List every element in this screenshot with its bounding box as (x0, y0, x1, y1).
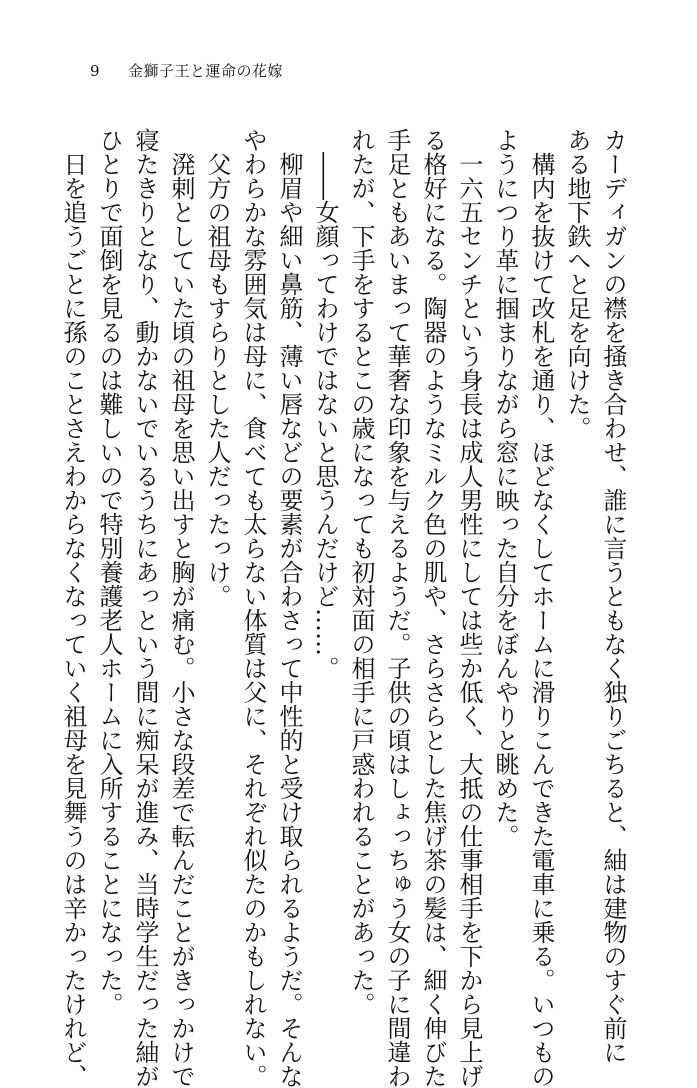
text-line: 柳眉や細い鼻筋、薄い唇などの要素が合わさって中性的と受け取られるようだ。そんな (275, 128, 303, 1088)
text-line: 一六五センチという身長は成人男性にしては些か低く、大抵の仕事相手を下から見上げ (455, 128, 483, 1088)
text-line: 手足ともあいまって華奢な印象を与えるようだ。子供の頃はしょっちゅう女の子に間違わ (383, 128, 411, 1088)
text-line: ――女顔ってわけではないと思うんだけど……。 (311, 128, 339, 680)
text-line: ある地下鉄へと足を向けた。 (563, 128, 591, 440)
text-line: ようにつり革に掴まりながら窓に映った自分をぼんやりと眺めた。 (491, 128, 519, 848)
page-header (90, 60, 283, 81)
text-line: カーディガンの襟を掻き合わせ、誰に言うともなく独りごちると、紬は建物のすぐ前に (599, 128, 627, 1064)
text-line: れたが、下手をするとこの歳になっても初対面の相手に戸惑われることがあった。 (347, 128, 375, 1016)
text-line: 日を追うごとに孫のことさえわからなくなっていく祖母を見舞うのは辛かったけれど、 (59, 128, 87, 1088)
body-text (59, 128, 627, 1088)
text-line: 父方の祖母もすらりとした人だったっけ。 (203, 128, 231, 608)
text-line: 構内を抜けて改札を通り、ほどなくしてホームに滑りこんできた電車に乗る。いつもの (527, 128, 555, 1088)
text-line: 寝たきりとなり、動かないでいるうちにあっという間に痴呆が進み、当時学生だった紬が (131, 128, 159, 1088)
text-line: やわらかな雰囲気は母に、食べても太らない体質は父に、それぞれ似たのかもしれない。 (239, 128, 267, 1088)
text-line: る格好になる。陶器のようなミルク色の肌や、さらさらとした焦げ茶の髪は、細く伸びた (419, 128, 447, 1088)
book-title: 金獅子王と運命の花嫁 (128, 62, 284, 80)
page-number: 9 (90, 62, 101, 80)
text-line: ひとりで面倒を見るのは難しいので特別養護老人ホームに入所することになった。 (95, 128, 123, 1016)
text-line: 溌剌としていた頃の祖母を思い出すと胸が痛む。小さな段差で転んだことがきっかけで (167, 128, 195, 1088)
